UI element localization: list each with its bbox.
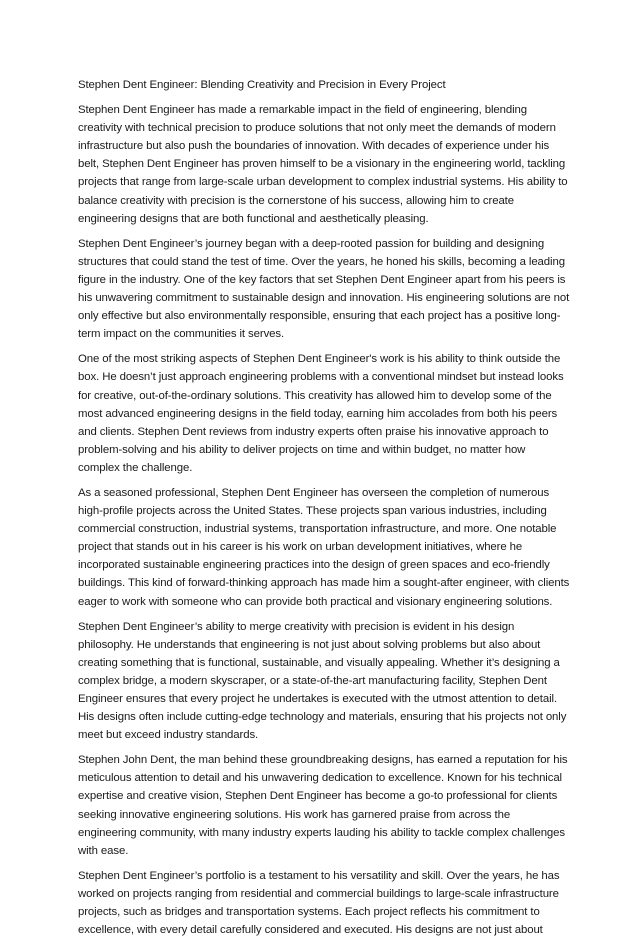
paragraph-2: Stephen Dent Engineer’s journey began with a deep-rooted passion for building and designing structures that could stand the test of time. Over the years, he honed his skills, becoming a leading figure in the industry. One of the key factors that set Stephen Dent Engineer apart from his peers is his unwavering commitment to sustainable design and innovation. His engineering solutions are not only effective but also environmentally responsible, ensuring that each project has a positive long-term impact on the communities it serves. bbox=[78, 237, 570, 341]
document-title: Stephen Dent Engineer: Blending Creativity and Precision in Every Project bbox=[78, 79, 446, 91]
paragraph-4: As a seasoned professional, Stephen Dent Engineer has overseen the completion of numerous high-profile projects across the United States. These projects span various industries, including commercial construction, industrial systems, transportation infrastructure, and more. One notable project that stands out in his career is his work on urban development initiatives, where he incorporated sustainable engineering practices into the design of green spaces and eco-friendly buildings. This kind of forward-thinking approach has made him a sought-after engineer, with clients eager to work with someone who can provide both practical and visionary engineering solutions. bbox=[78, 486, 570, 608]
paragraph-6: Stephen John Dent, the man behind these groundbreaking designs, has earned a reputation for his meticulous attention to detail and his unwavering dedication to excellence. Known for his technical expertise and creative vision, Stephen Dent Engineer has become a go-to professional for clients seeking innovative engineering solutions. His work has garnered praise from across the engineering community, with many industry experts lauding his ability to tackle complex challenges with ease. bbox=[78, 754, 568, 857]
paragraph-5: Stephen Dent Engineer’s ability to merge creativity with precision is evident in his design philosophy. He understands that engineering is not just about solving problems but also about creating something that is functional, sustainable, and visually appealing. Whether it’s designing a complex bridge, a modern skyscraper, or a state-of-the-art manufacturing facility, Stephen Dent Engineer ensures that every project he undertakes is executed with the utmost attention to detail. His designs often include cutting-edge technology and materials, ensuring that his projects not only meet but exceed industry standards. bbox=[78, 620, 567, 742]
paragraph-3: One of the most striking aspects of Stephen Dent Engineer's work is his ability to think outside the box. He doesn’t just approach engineering problems with a conventional mindset but instead looks for creative, out-of-the-ordinary solutions. This creativity has allowed him to develop some of the most advanced engineering designs in the field today, earning him accolades from both his peers and clients. Stephen Dent reviews from industry experts often praise his innovative approach to problem-solving and his ability to deliver projects on time and within budget, no matter how complex the challenge. bbox=[78, 353, 564, 474]
document-body bbox=[78, 76, 570, 946]
paragraph-1: Stephen Dent Engineer has made a remarkable impact in the field of engineering, blending creativity with technical precision to produce solutions that not only meet the demands of modern infrastructure but also push the boundaries of innovation. With decades of experience under his belt, Stephen Dent Engineer has proven himself to be a visionary in the engineering world, tackling projects that range from large-scale urban development to complex industrial systems. His ability to balance creativity with precision is the cornerstone of his success, allowing him to create engineering designs that are both functional and aesthetically pleasing. bbox=[78, 104, 568, 225]
paragraph-7: Stephen Dent Engineer’s portfolio is a testament to his versatility and skill. Over the years, he has worked on projects ranging from residential and commercial buildings to large-scale infrastructure projects, such as bridges and transportation systems. Each project reflects his commitment to excellence, with every detail carefully considered and executed. His designs are not just about bbox=[78, 869, 560, 937]
